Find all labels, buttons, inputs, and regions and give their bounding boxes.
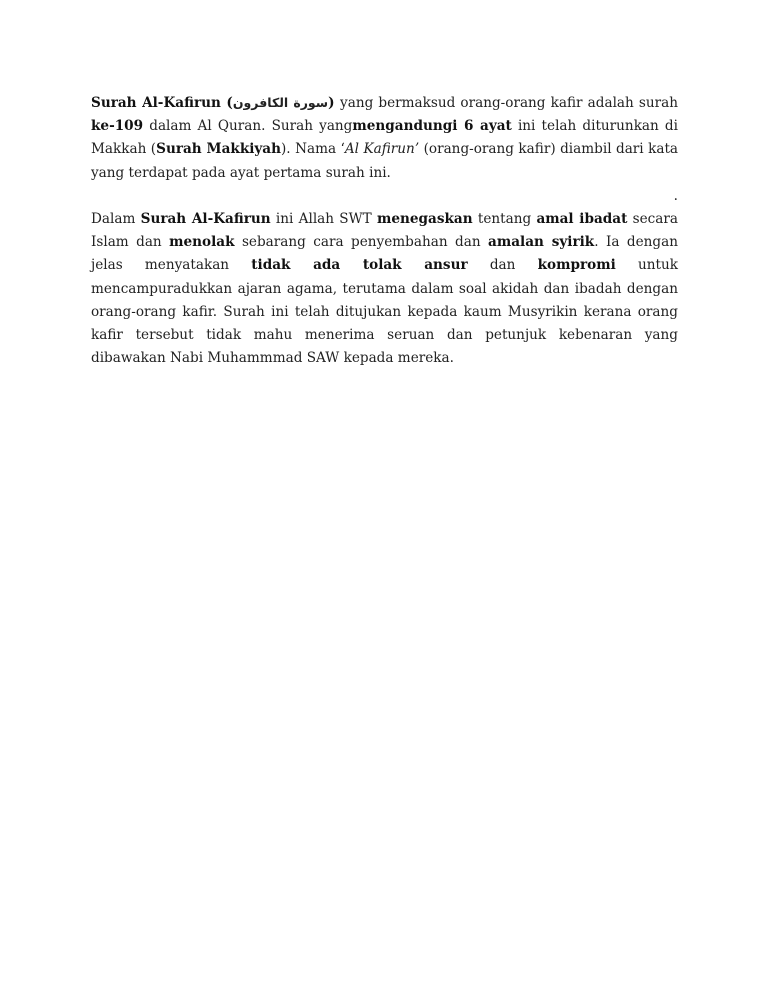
text-run: Dalam (91, 211, 141, 227)
surah-name: Surah Al-Kafirun (140, 211, 271, 227)
ayat-count: mengandungi 6 ayat (352, 118, 512, 135)
text-run: . Ia dengan jelas menyatakan (91, 234, 678, 274)
paren-open: ( (220, 95, 233, 111)
text-run: (orang-orang kafir) diambil dari kata yang terdapat pada ayat pertama surah ini. (91, 141, 679, 181)
emphasis-menolak: menolak (169, 234, 235, 251)
text-run: sebarang cara penyembahan dan (234, 234, 489, 251)
text-run: ). Nama ‘ (281, 141, 345, 158)
text-run: ini telah diturunkan di Makkah ( (91, 118, 678, 158)
emphasis-amal-ibadat: amal ibadat (536, 211, 628, 227)
emphasis-menegaskan: menegaskan (376, 211, 473, 227)
paragraph-body (91, 208, 678, 370)
surah-makkiyah: Surah Makkiyah (156, 141, 281, 158)
separator-dot: . (673, 187, 678, 204)
text-run: secara Islam dan (91, 211, 678, 251)
text-run: ini Allah SWT (270, 211, 377, 227)
text-run: dan (467, 257, 538, 274)
arabic-surah-name: سورة الكافرون (232, 95, 329, 110)
surah-number: ke-109 (91, 118, 144, 135)
emphasis-amalan-syirik: amalan syirik (488, 234, 595, 251)
document-body (91, 91, 678, 370)
paragraph-intro (91, 91, 678, 185)
emphasis-tolak-ansur: tidak ada tolak ansur (251, 257, 468, 274)
surah-name: Surah Al-Kafirun (91, 95, 221, 111)
text-run: tentang (472, 211, 537, 227)
text-run: untuk mencampuradukkan ajaran agama, terutama dalam soal akidah dan ibadah dengan orang-orang kafir. Surah ini telah ditujukan kepada kaum Musyrikin kerana orang kafir tersebut tidak mahu menerima seruan dan petunjuk kebenaran yang dibawakan Nabi Muhammmad SAW kepada mereka. (91, 257, 678, 367)
emphasis-kompromi: kompromi (537, 257, 616, 274)
text-run: yang bermaksud orang-orang kafir adalah surah (340, 95, 678, 111)
paren-close: ) (328, 95, 341, 111)
name-quote: Al Kafirun’ (344, 141, 420, 158)
text-run: dalam Al Quran. Surah yang (143, 118, 353, 135)
